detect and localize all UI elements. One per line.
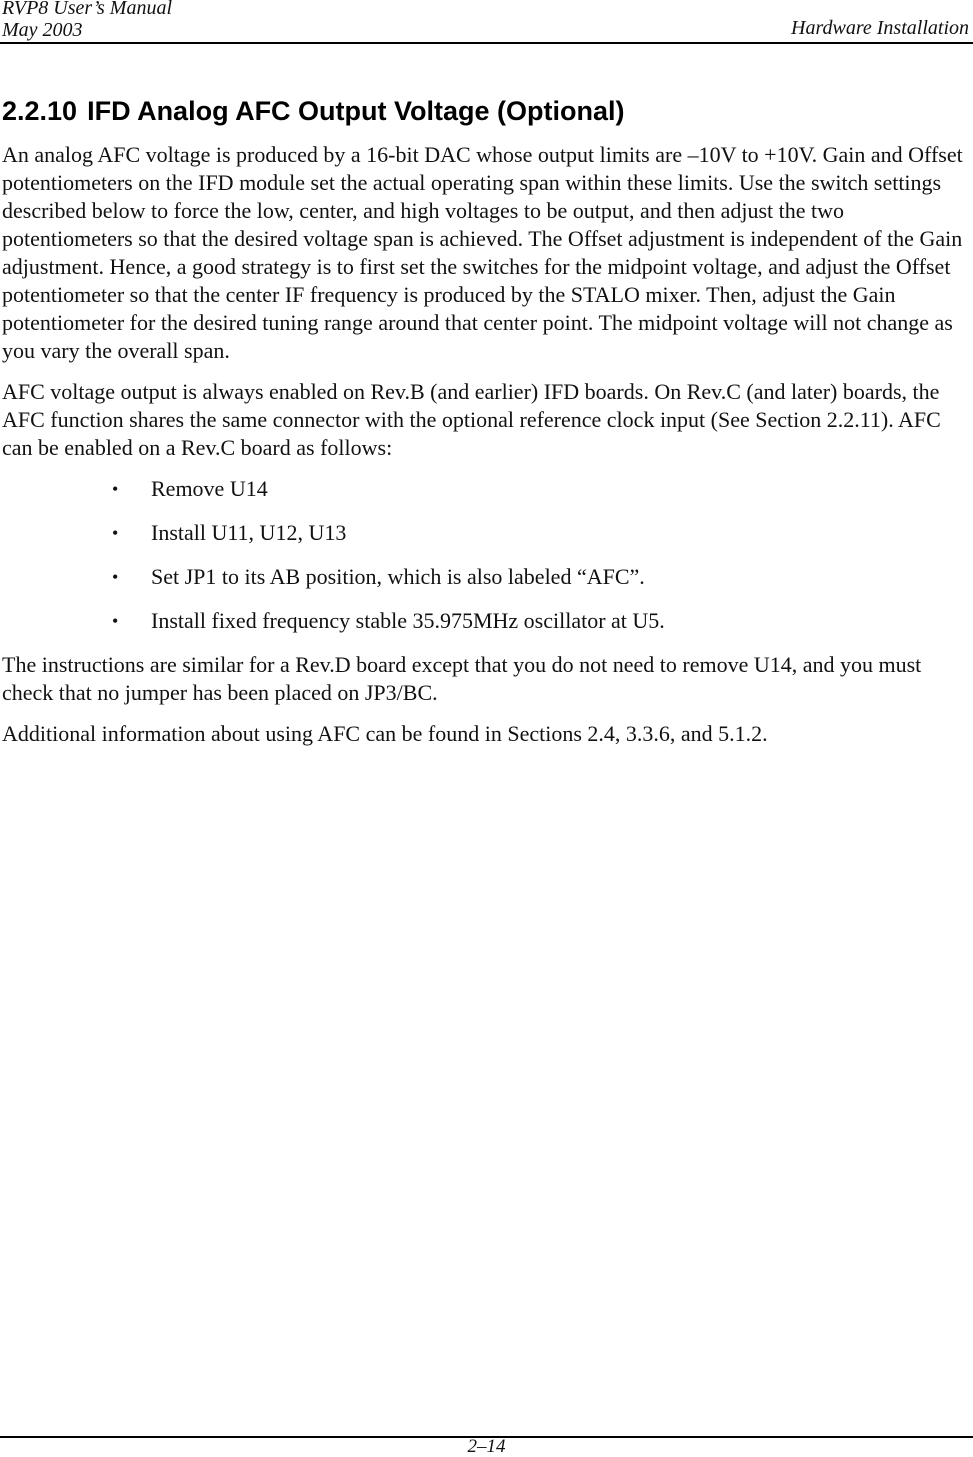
bullet-icon: • [112,523,119,543]
bullet-icon: • [112,479,119,499]
section-number: 2.2.10 [2,96,78,126]
list-item [2,519,971,547]
list-item [2,475,971,503]
bullet-icon: • [112,567,119,587]
list-item-text: Set JP1 to its AB position, which is also labeled “AFC”. [151,564,645,589]
paragraph-rev-notes: AFC voltage output is always enabled on Rev.B (and earlier) IFD boards. On Rev.C (and later) boards, the AFC function shares the same connector with the optional reference clock input (See Section 2.2.11). AFC can be enabled on a Rev.C board as follows: [2,379,941,460]
list-item-text: Remove U14 [151,476,268,501]
bullet-icon: • [112,611,119,631]
section-heading [2,94,971,128]
bullet-list [2,475,971,635]
page-body [2,94,971,761]
paragraph-additional-info: Additional information about using AFC can be found in Sections 2.4, 3.3.6, and 5.1.2. [2,721,768,746]
manual-title: RVP8 User’s Manual [2,0,172,19]
header-left [2,0,172,41]
list-item-text: Install fixed frequency stable 35.975MHz oscillator at U5. [151,608,665,633]
header-date: May 2003 [2,19,83,41]
paragraph-rev-d: The instructions are similar for a Rev.D board except that you do not need to remove U14, and you must check that no jumper has been placed on JP3/BC. [2,652,922,705]
list-item-text: Install U11, U12, U13 [151,520,347,545]
list-item [2,607,971,635]
header-rule [0,42,973,44]
chapter-title: Hardware Installation [791,17,969,39]
section-title: IFD Analog AFC Output Voltage (Optional) [87,96,625,126]
page-header [0,0,973,44]
page-number: 2–14 [467,1436,506,1457]
list-item [2,563,971,591]
paragraph-intro: An analog AFC voltage is produced by a 16-bit DAC whose output limits are –10V to +10V. Gain and Offset potentiometers on the IFD module set the actual operating span within these limits. Use the switch settings described below to force the low, center, and high voltages to be output, and then adjust the two potentiometers so that the desired voltage span is achieved. The Offset adjustment is independent of the Gain adjustment. Hence, a good strategy is to first set the switches for the midpoint voltage, and adjust the Offset potentiometer so that the center IF frequency is produced by the STALO mixer. Then, adjust the Gain potentiometer for the desired tuning range around that center point. The midpoint voltage will not change as you vary the overall span. [2,142,963,363]
